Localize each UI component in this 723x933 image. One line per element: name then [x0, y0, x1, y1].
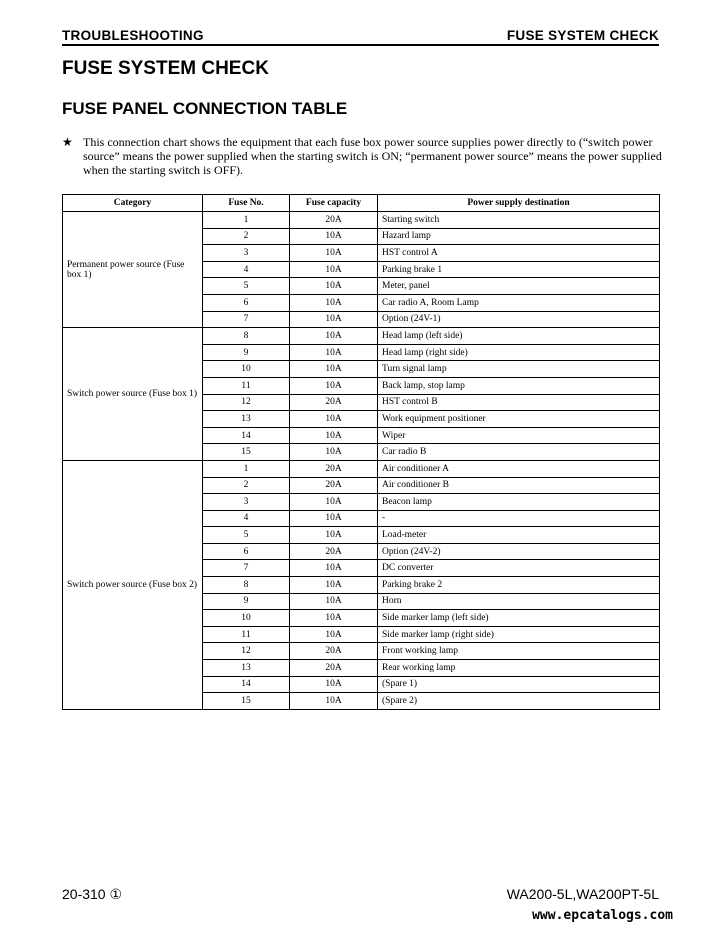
category-cell: Switch power source (Fuse box 2): [63, 460, 203, 709]
fuse-capacity-cell: 20A: [290, 460, 378, 477]
fuse-number-cell: 10: [203, 361, 290, 378]
fuse-number-cell: 14: [203, 676, 290, 693]
fuse-number-cell: 12: [203, 394, 290, 411]
table-row: [63, 212, 660, 229]
destination-cell: -: [378, 510, 660, 527]
note-paragraph: [62, 135, 662, 177]
fuse-capacity-cell: 10A: [290, 510, 378, 527]
page-title: FUSE SYSTEM CHECK: [62, 58, 269, 79]
watermark: www.epcatalogs.com: [532, 908, 673, 923]
destination-cell: Starting switch: [378, 212, 660, 229]
fuse-number-cell: 5: [203, 527, 290, 544]
fuse-capacity-cell: 10A: [290, 344, 378, 361]
destination-cell: Head lamp (left side): [378, 328, 660, 345]
fuse-number-cell: 2: [203, 477, 290, 494]
table-row: [63, 460, 660, 477]
fuse-number-cell: 5: [203, 278, 290, 295]
fuse-number-cell: 4: [203, 510, 290, 527]
fuse-number-cell: 1: [203, 460, 290, 477]
column-header-category: Category: [63, 195, 203, 212]
fuse-capacity-cell: 10A: [290, 610, 378, 627]
destination-cell: Head lamp (right side): [378, 344, 660, 361]
fuse-number-cell: 13: [203, 411, 290, 428]
fuse-number-cell: 13: [203, 660, 290, 677]
fuse-number-cell: 9: [203, 593, 290, 610]
fuse-capacity-cell: 10A: [290, 693, 378, 710]
fuse-capacity-cell: 10A: [290, 377, 378, 394]
fuse-capacity-cell: 10A: [290, 411, 378, 428]
fuse-number-cell: 6: [203, 294, 290, 311]
category-cell: Switch power source (Fuse box 1): [63, 328, 203, 461]
destination-cell: Car radio A, Room Lamp: [378, 294, 660, 311]
column-header-fuse-capacity: Fuse capacity: [290, 195, 378, 212]
fuse-number-cell: 15: [203, 444, 290, 461]
page-number: 20-310 ①: [62, 886, 123, 902]
fuse-capacity-cell: 10A: [290, 245, 378, 262]
destination-cell: Meter, panel: [378, 278, 660, 295]
fuse-capacity-cell: 10A: [290, 261, 378, 278]
fuse-capacity-cell: 10A: [290, 328, 378, 345]
table-row: [63, 328, 660, 345]
destination-cell: HST control A: [378, 245, 660, 262]
destination-cell: Air conditioner A: [378, 460, 660, 477]
fuse-number-cell: 7: [203, 560, 290, 577]
fuse-number-cell: 11: [203, 377, 290, 394]
fuse-capacity-cell: 10A: [290, 361, 378, 378]
fuse-capacity-cell: 20A: [290, 394, 378, 411]
column-header-power-destination: Power supply destination: [378, 195, 660, 212]
fuse-number-cell: 6: [203, 543, 290, 560]
fuse-capacity-cell: 20A: [290, 543, 378, 560]
fuse-number-cell: 8: [203, 577, 290, 594]
note-text: This connection chart shows the equipment that each fuse box power source supplies power directly to (“switch power source” means the power supplied when the starting switch is ON; “permanent power source” means the power supplied when the starting switch is OFF).: [83, 135, 662, 177]
destination-cell: Work equipment positioner: [378, 411, 660, 428]
fuse-capacity-cell: 10A: [290, 560, 378, 577]
destination-cell: Rear working lamp: [378, 660, 660, 677]
fuse-number-cell: 7: [203, 311, 290, 328]
table-body: [63, 212, 660, 710]
fuse-number-cell: 10: [203, 610, 290, 627]
destination-cell: Beacon lamp: [378, 494, 660, 511]
fuse-number-cell: 12: [203, 643, 290, 660]
fuse-capacity-cell: 10A: [290, 676, 378, 693]
destination-cell: Parking brake 1: [378, 261, 660, 278]
fuse-capacity-cell: 20A: [290, 477, 378, 494]
destination-cell: Option (24V-2): [378, 543, 660, 560]
destination-cell: Load-meter: [378, 527, 660, 544]
destination-cell: Wiper: [378, 427, 660, 444]
fuse-capacity-cell: 10A: [290, 494, 378, 511]
destination-cell: Side marker lamp (left side): [378, 610, 660, 627]
destination-cell: Hazard lamp: [378, 228, 660, 245]
fuse-capacity-cell: 10A: [290, 311, 378, 328]
fuse-number-cell: 11: [203, 626, 290, 643]
destination-cell: Parking brake 2: [378, 577, 660, 594]
destination-cell: HST control B: [378, 394, 660, 411]
fuse-number-cell: 3: [203, 494, 290, 511]
fuse-capacity-cell: 10A: [290, 228, 378, 245]
fuse-capacity-cell: 20A: [290, 212, 378, 229]
fuse-number-cell: 3: [203, 245, 290, 262]
fuse-number-cell: 2: [203, 228, 290, 245]
fuse-capacity-cell: 10A: [290, 577, 378, 594]
fuse-number-cell: 4: [203, 261, 290, 278]
running-header-topic: FUSE SYSTEM CHECK: [506, 28, 659, 43]
fuse-capacity-cell: 10A: [290, 444, 378, 461]
fuse-capacity-cell: 10A: [290, 427, 378, 444]
destination-cell: Option (24V-1): [378, 311, 660, 328]
destination-cell: DC converter: [378, 560, 660, 577]
running-header-section: TROUBLESHOOTING: [62, 28, 204, 43]
destination-cell: Horn: [378, 593, 660, 610]
fuse-number-cell: 15: [203, 693, 290, 710]
fuse-capacity-cell: 10A: [290, 278, 378, 295]
destination-cell: Front working lamp: [378, 643, 660, 660]
fuse-capacity-cell: 10A: [290, 593, 378, 610]
fuse-capacity-cell: 20A: [290, 660, 378, 677]
fuse-number-cell: 9: [203, 344, 290, 361]
star-icon: ★: [62, 135, 73, 149]
fuse-capacity-cell: 10A: [290, 626, 378, 643]
fuse-number-cell: 1: [203, 212, 290, 229]
destination-cell: (Spare 1): [378, 676, 660, 693]
destination-cell: Back lamp, stop lamp: [378, 377, 660, 394]
model-name: WA200-5L,WA200PT-5L: [506, 886, 659, 902]
destination-cell: (Spare 2): [378, 693, 660, 710]
fuse-number-cell: 8: [203, 328, 290, 345]
fuse-capacity-cell: 10A: [290, 527, 378, 544]
fuse-connection-table: [62, 194, 660, 710]
destination-cell: Turn signal lamp: [378, 361, 660, 378]
section-title: FUSE PANEL CONNECTION TABLE: [62, 99, 348, 118]
fuse-capacity-cell: 20A: [290, 643, 378, 660]
destination-cell: Air conditioner B: [378, 477, 660, 494]
fuse-capacity-cell: 10A: [290, 294, 378, 311]
category-cell: Permanent power source (Fuse box 1): [63, 212, 203, 328]
header-rule: [62, 44, 659, 46]
destination-cell: Car radio B: [378, 444, 660, 461]
fuse-number-cell: 14: [203, 427, 290, 444]
column-header-fuse-no: Fuse No.: [203, 195, 290, 212]
destination-cell: Side marker lamp (right side): [378, 626, 660, 643]
table-header-row: [63, 195, 660, 212]
